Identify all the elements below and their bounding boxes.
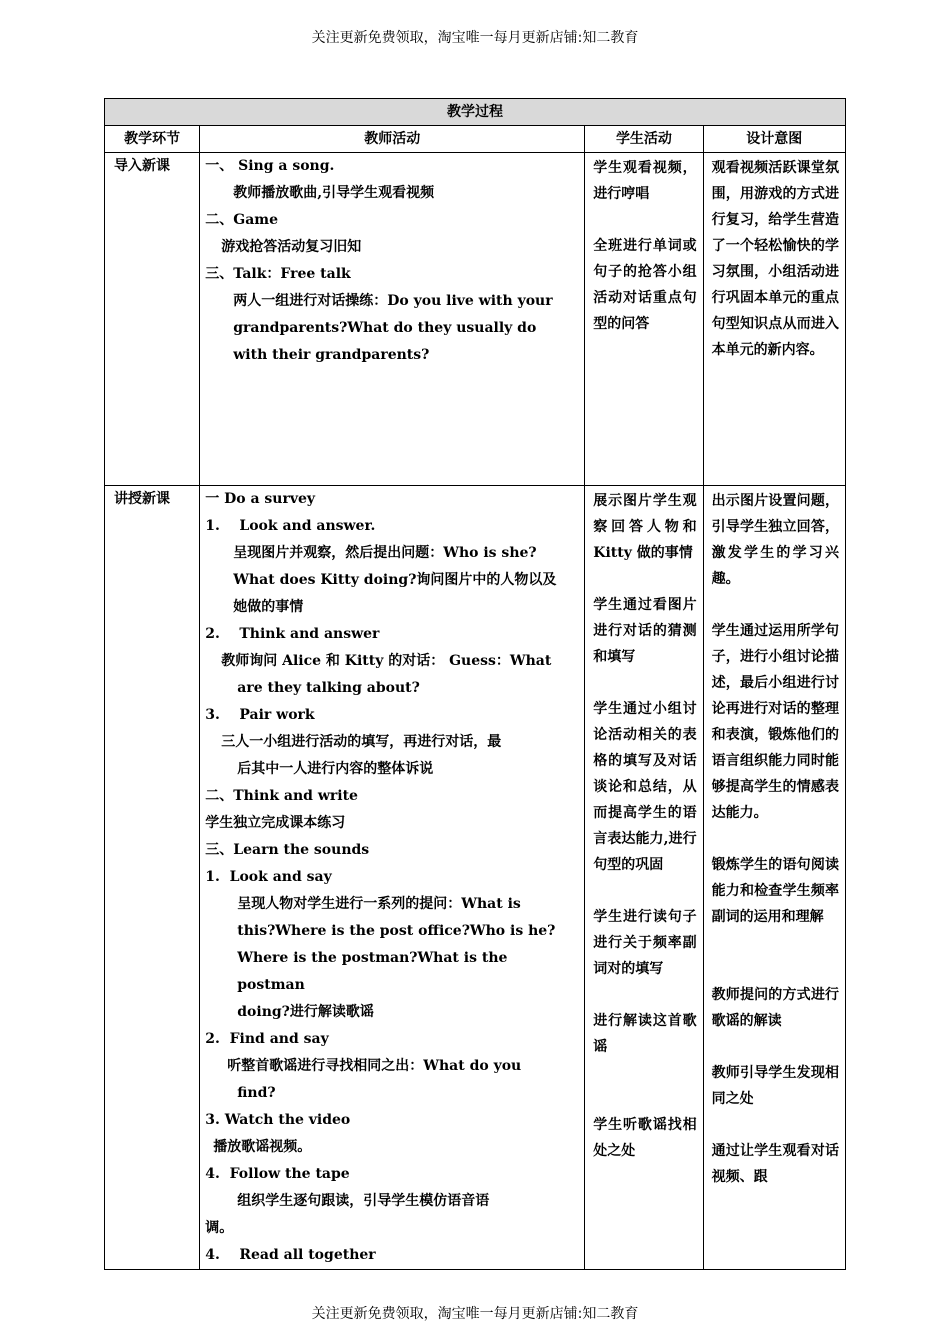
text-line: 播放歌谣视频。 <box>213 1139 312 1155</box>
teaching-process-table <box>104 98 846 1270</box>
design-intent-cell <box>703 153 845 486</box>
text-paragraph: 出示图片设置问题，引导学生独立回答，激发学生的学习兴趣。 <box>711 493 839 587</box>
page-footer: 关注更新免费领取，淘宝唯一每月更新店铺:知二教育 <box>311 1306 639 1322</box>
text-line: 3. Watch the video <box>205 1112 351 1128</box>
text-line: 三、Learn the sounds <box>205 842 370 858</box>
column-header-student: 学生活动 <box>585 126 703 153</box>
design-intent-cell <box>703 486 845 1270</box>
text-line: 2. Think and answer <box>205 626 380 642</box>
text-paragraph: 学生通过小组讨论活动相关的表格的填写及对话谈论和总结，从而提高学生的语言表达能力,进行句型的巩固 <box>593 701 697 873</box>
column-header-design: 设计意图 <box>703 126 845 153</box>
text-line: 她做的事情 <box>233 599 304 615</box>
text-paragraph: 全班进行单词或句子的抢答小组活动对话重点句型的问答 <box>593 238 697 332</box>
stage-cell: 讲授新课 <box>105 486 200 1270</box>
text-paragraph: 学生观看视频，进行哼唱 <box>593 160 697 202</box>
text-paragraph: 展示图片学生观察回答人物和 Kitty 做的事情 <box>593 493 697 561</box>
text-line: 三人一小组进行活动的填写，再进行对话，最 <box>221 734 502 750</box>
text-paragraph: 观看视频活跃课堂氛围，用游戏的方式进行复习，给学生营造了一个轻松愉快的学习氛围，小组活动进行巩固本单元的重点句型知识点从而进入本单元的新内容。 <box>711 160 839 358</box>
text-line: 一、 Sing a song. <box>205 158 335 174</box>
text-line: 三、Talk：Free talk <box>205 266 351 282</box>
text-paragraph: 通过让学生观看对话视频、跟 <box>711 1143 839 1185</box>
text-line: Where is the postman?What is the postman <box>237 950 508 993</box>
text-line: with their grandparents? <box>233 347 430 363</box>
text-line: are they talking about? <box>237 680 420 696</box>
text-line: 一 Do a survey <box>205 491 316 507</box>
table-row <box>105 153 846 486</box>
text-paragraph: 锻炼学生的语句阅读能力和检查学生频率副词的运用和理解 <box>711 857 839 925</box>
text-line: 1. Look and answer. <box>205 518 376 534</box>
text-line: 4. Read all together <box>205 1247 376 1263</box>
column-header-stage: 教学环节 <box>105 126 200 153</box>
teacher-activity-cell <box>200 486 585 1270</box>
text-line: 2. Find and say <box>205 1031 329 1047</box>
text-line: What does Kitty doing?询问图片中的人物以及 <box>233 572 557 588</box>
table-title: 教学过程 <box>105 99 846 126</box>
text-line: 学生独立完成课本练习 <box>205 815 346 831</box>
text-line: 组织学生逐句跟读，引导学生模仿语音语 <box>237 1193 490 1209</box>
text-line: 呈现人物对学生进行一系列的提问：What is <box>237 896 521 912</box>
text-line: 教师播放歌曲,引导学生观看视频 <box>233 185 435 201</box>
text-line: 二、Game <box>205 212 278 228</box>
text-paragraph: 学生通过运用所学句子，进行小组讨论描述，最后小组进行讨论再进行对话的整理和表演，锻炼他们的语言组织能力同时能够提高学生的情感表达能力。 <box>711 623 839 821</box>
text-paragraph: 学生进行读句子进行关于频率副词对的填写 <box>593 909 697 977</box>
text-line: 二、Think and write <box>205 788 358 804</box>
text-line: find? <box>237 1085 276 1101</box>
table-row <box>105 486 846 1270</box>
text-line: 游戏抢答活动复习旧知 <box>221 239 362 255</box>
student-activity-cell <box>585 486 703 1270</box>
text-line: 4. Follow the tape <box>205 1166 350 1182</box>
text-line: 后其中一人进行内容的整体诉说 <box>237 761 434 777</box>
text-line: doing?进行解读歌谣 <box>237 1004 374 1020</box>
text-line: 1. Look and say <box>205 869 332 885</box>
column-header-teacher: 教师活动 <box>200 126 585 153</box>
text-paragraph: 教师提问的方式进行歌谣的解读 <box>711 987 839 1029</box>
text-paragraph: 教师引导学生发现相同之处 <box>711 1065 839 1107</box>
text-paragraph: 学生通过看图片进行对话的猜测和填写 <box>593 597 697 665</box>
stage-cell: 导入新课 <box>105 153 200 486</box>
text-line: this?Where is the post office?Who is he? <box>237 923 556 939</box>
text-paragraph: 学生听歌谣找相处之处 <box>593 1117 697 1159</box>
text-line: 听整首歌谣进行寻找相同之出：What do you <box>227 1058 522 1074</box>
text-paragraph: 进行解读这首歌谣 <box>593 1013 697 1055</box>
text-line: 调。 <box>205 1220 234 1236</box>
text-line: 3. Pair work <box>205 707 315 723</box>
page-header: 关注更新免费领取，淘宝唯一每月更新店铺:知二教育 <box>311 30 639 46</box>
teacher-activity-cell <box>200 153 585 486</box>
text-line: grandparents?What do they usually do <box>233 320 537 336</box>
text-line: 两人一组进行对话操练：Do you live with your <box>233 293 553 309</box>
text-line: 呈现图片并观察，然后提出问题：Who is she? <box>233 545 537 561</box>
text-line: 教师询问 Alice 和 Kitty 的对话： Guess：What <box>221 653 552 669</box>
student-activity-cell <box>585 153 703 486</box>
